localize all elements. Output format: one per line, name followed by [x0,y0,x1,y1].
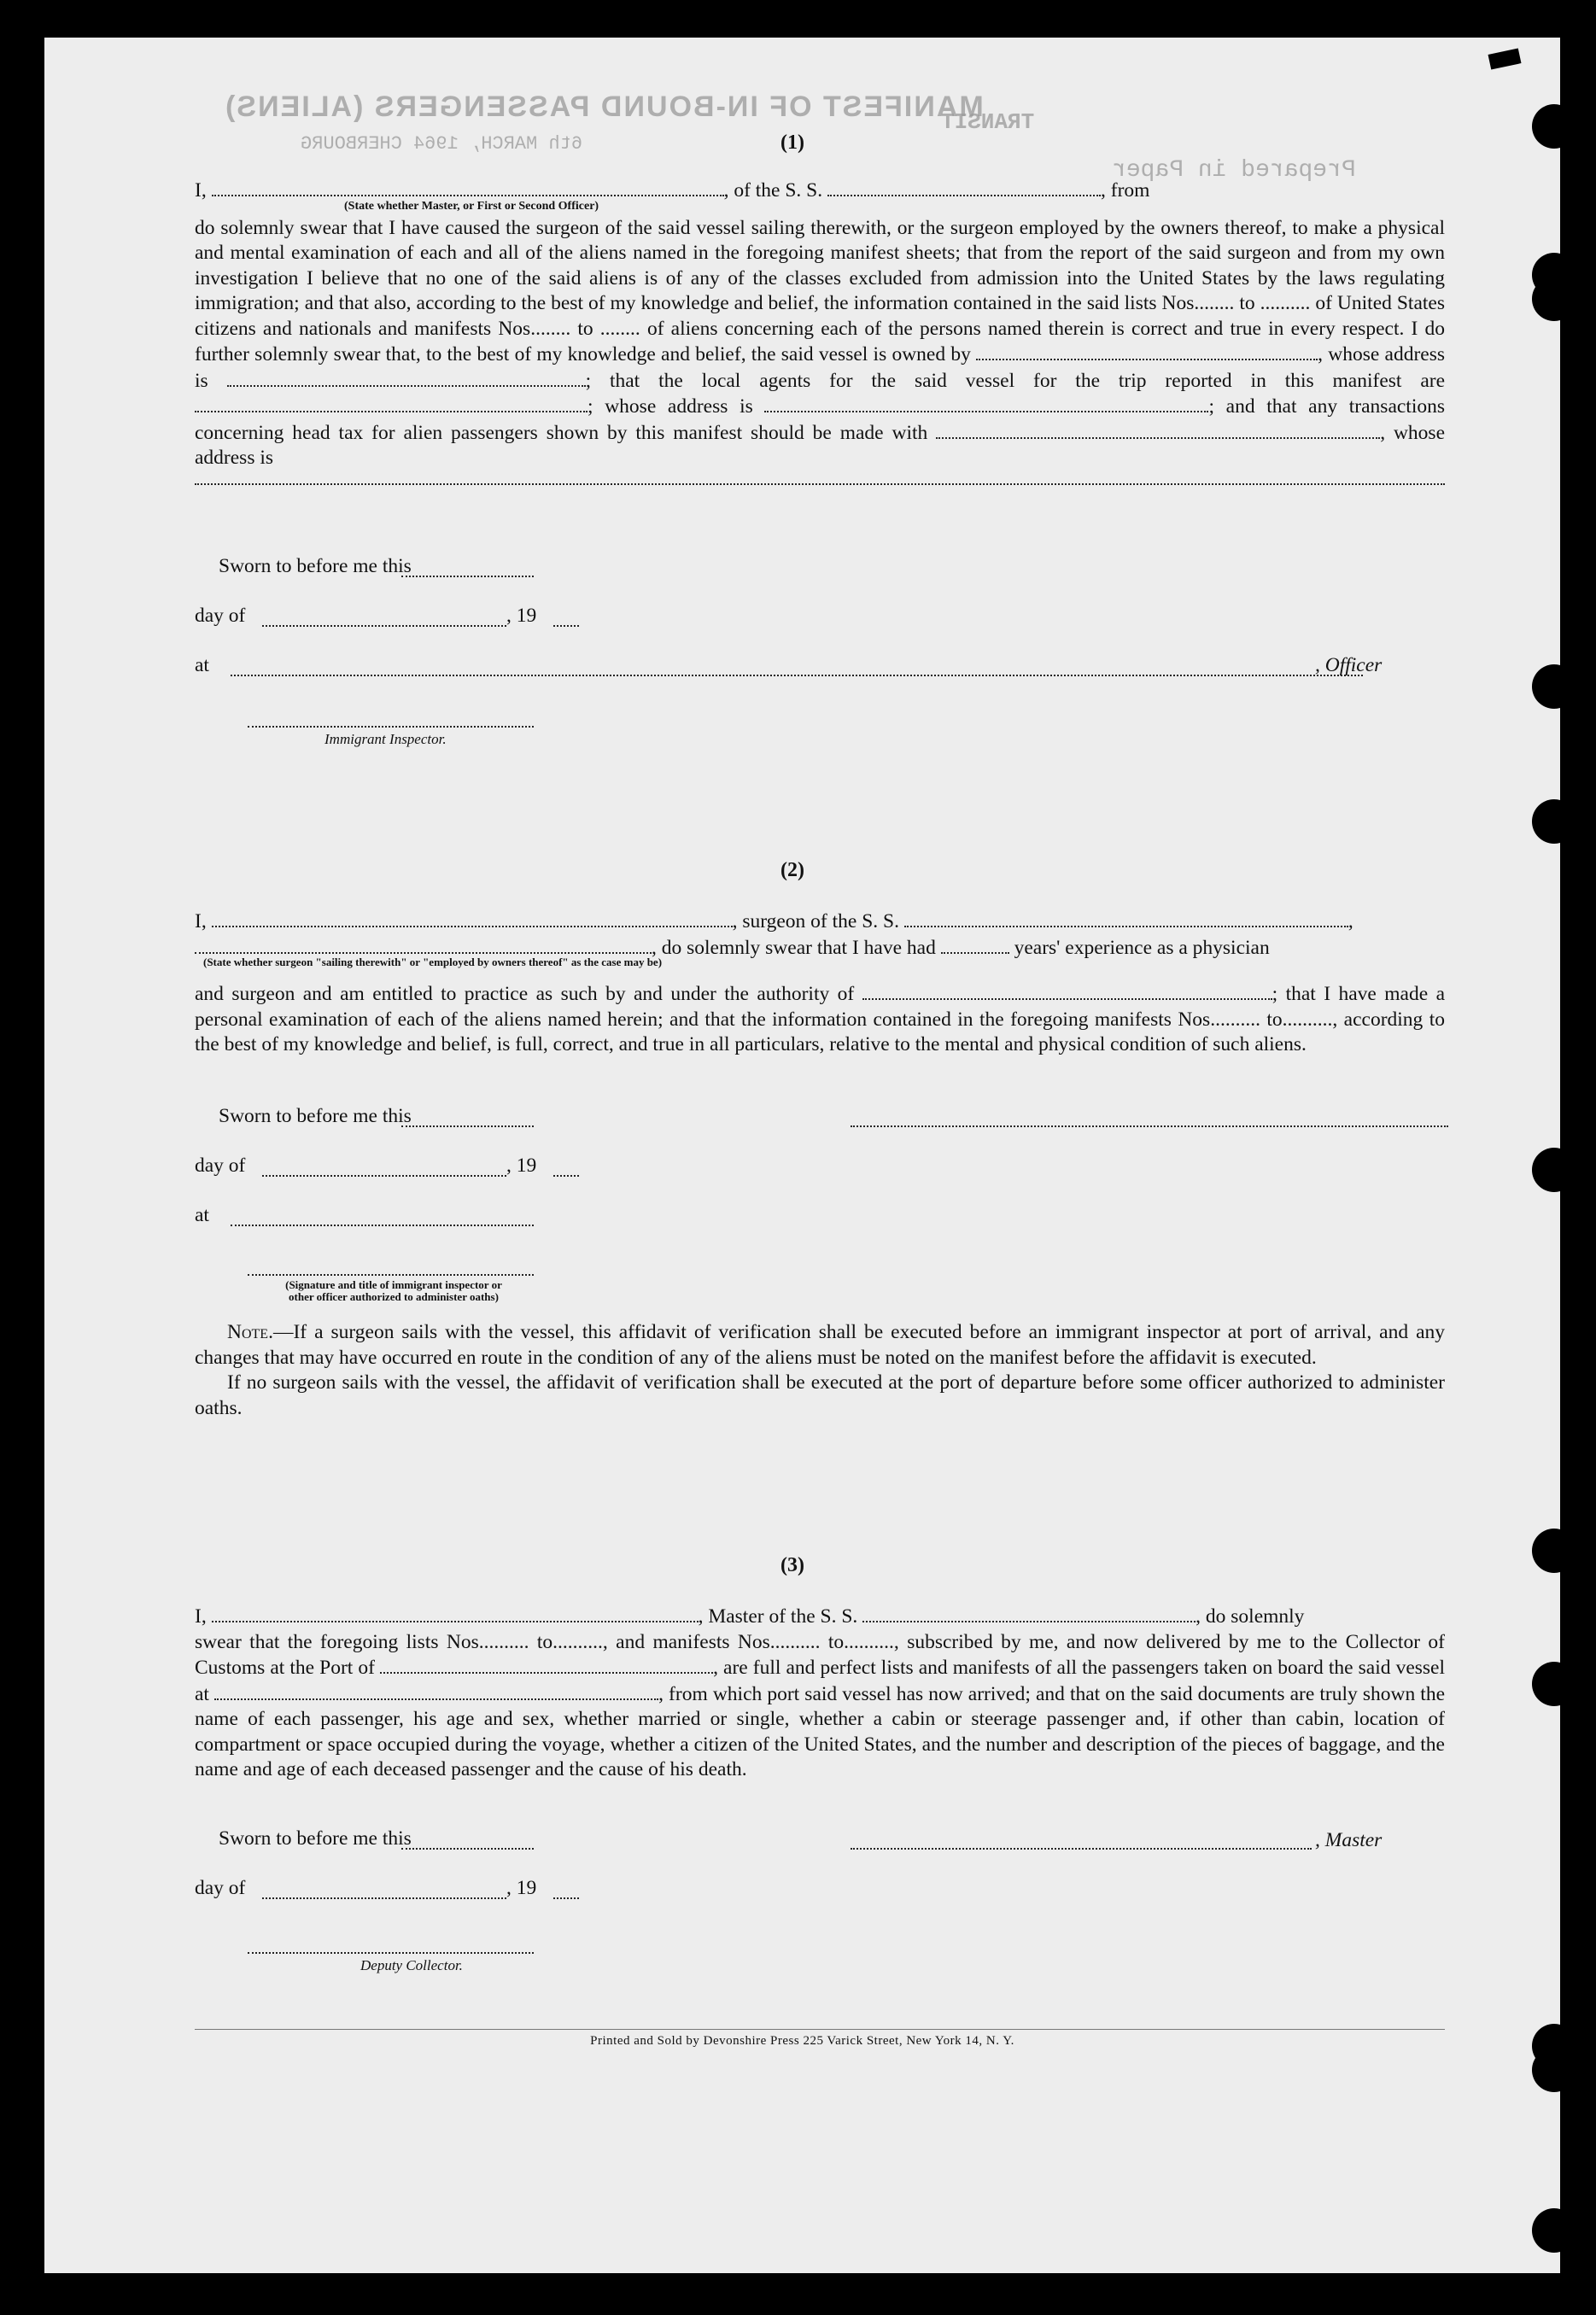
s3-sworn-field[interactable] [401,1848,534,1850]
port-field[interactable] [380,1655,713,1674]
head-tax-contact-field[interactable] [936,420,1380,439]
s1-head-tax: ; and that any transactions concerning head tax for alien passengers shown by this manifest should be made with [195,395,1446,444]
s2-body2: that I have made a personal examination of each of the aliens named herein; and that the information contained in the foregoing manifests Nos.......... to.........., according to the best of my knowledge and belief, is full, correct, and true in all particulars, relative to the mental and physical condition of such aliens. [195,983,1446,1055]
s3-sworn: Sworn to before me this [219,1827,412,1850]
s1-from: , from [1101,179,1150,202]
officer-label: , Officer [1315,654,1383,676]
owner-field[interactable] [976,342,1318,360]
section-2: I, , surgeon of the S. S. , , do solemnly swear that I have had years' experience as a physician (State whether surgeon "sailing therewith" or "employed by owners thereof" as the case may be) and surgeon and am entitled to practice as such by and under the authority of ; that I have made a personal examination of each of the aliens named herein; and that the information contained in the foregoing manifests Nos.......... to.........., according to the best of my knowledge and belief, is full, correct, and true in all particulars, relative to the mental and physical condition of such aliens. [195,910,1446,1055]
s2-at: at [195,1204,209,1226]
punch-hole [1532,1662,1560,1706]
s1-at: at [195,654,209,676]
master-signature-field[interactable] [851,1848,1312,1850]
surgeon-status-field[interactable] [195,935,652,954]
punch-hole [1532,2208,1560,2253]
punch-hole [1532,799,1560,844]
owner-address-field[interactable] [227,368,586,387]
s3-i: I, [195,1605,207,1628]
s1-sworn-field[interactable] [401,576,534,577]
s1-body: do solemnly swear that I have caused the surgeon of the said vessel sailing therewith, or the surgeon employed by the owners thereof, to make a physical and mental examination of each and all of the aliens named in the foregoing manifest sheets; that from the report of the said surgeon and from my own investigation I believe that no one of the said aliens is of any of the classes excluded from admission into the United States by the laws regulating immigration; and that also, according to the best of my knowledge and belief, the information contained in the said lists Nos........ to .......... of United States citizens and nationals and manifests Nos........ to ........ of aliens concerning each of the persons named therein is correct and true in every respect. I do further solemnly swear that, to the best of my knowledge and belief, the said vessel is owned by [195,216,1445,365]
deputy-caption: Deputy Collector. [360,1957,463,1973]
s1-of-ss: , of the S. S. [723,179,823,202]
s2-body: and surgeon and am entitled to practice as such by and under the authority of [195,983,855,1005]
s3-vessel-field[interactable] [862,1604,1196,1622]
edge-tear [1488,48,1522,69]
s3-body: swear that the foregoing lists Nos.......... to.........., and manifests Nos.......... to.........., subscribed by me, and now delivered by me to the Collector of Customs at the Port of [195,1630,1445,1679]
s3-solemnly: , do solemnly [1196,1605,1305,1628]
agent-address-field[interactable] [764,394,1208,412]
note-label: Note. [227,1321,273,1343]
s3-master-field[interactable] [212,1604,699,1622]
surgeon-signature-field[interactable] [851,1125,1448,1127]
s2-day-field[interactable] [262,1175,506,1177]
s1-year-field[interactable] [553,625,579,627]
s1-whose-is: , whose address is [195,421,1446,469]
departure-port-field[interactable] [214,1681,658,1700]
section-2-number: (2) [780,859,804,881]
s2-day-of: day of [195,1155,246,1177]
section-3-number: (3) [780,1554,804,1576]
head-tax-address-field[interactable] [195,471,1445,485]
section-1: I, , of the S. S. , from (State whether Master, or First or Second Officer) do solemnly swear that I have caused the surgeon of the said vessel sailing therewith, or the surgeon employed by the owners thereof, to make a physical and mental examination of each and all of the aliens named in the foregoing manifest sheets; that from the report of the said surgeon and from my own investigation I believe that no one of the said aliens is of any of the classes excluded from admission into the United States by the laws regulating immigration; and that also, according to the best of my knowledge and belief, the information contained in the said lists Nos........ to .......... of United States citizens and nationals and manifests Nos........ to ........ of aliens concerning each of the persons named therein is correct and true in every respect. I do further solemnly swear that, to the best of my knowledge and belief, the said vessel is owned by , whose address is ; that the local agents for the said vessel for the trip reported in this manifest are ; whose address is ; and that any transactions concerning head tax for alien passengers shown by this manifest should be made with , whose address is [195,178,1445,485]
s1-i: I, [195,179,207,202]
s1-day-of: day of [195,605,246,627]
s3-day-of: day of [195,1877,246,1899]
s2-sworn-field[interactable] [401,1125,534,1127]
inspector-signature-field-2[interactable] [248,1274,534,1276]
ghost-transit: TRANSIT [941,109,1035,135]
vessel-name-field[interactable] [827,178,1101,196]
s1-day-field[interactable] [262,625,506,627]
s2-sworn: Sworn to before me this [219,1105,412,1127]
printer-credit: Printed and Sold by Devonshire Press 225 Varick Street, New York 14, N. Y. [590,2034,1014,2048]
years-experience-field[interactable] [941,935,1009,954]
s3-body-c: , from which port said vessel has now arrived; and that on the said documents are truly shown the name of each passenger, his age and sex, whether married or single, whether a cabin or steerage passenger and, if other than cabin, location of compartment or space occupied during the voyage, whether a citizen of the United States, and the number and description of the pieces of baggage, and the name and age of each deceased passenger and the cause of his death. [195,1682,1446,1780]
punch-hole [1532,664,1560,709]
s2-vessel-field[interactable] [904,909,1348,927]
note-text: —If a surgeon sails with the vessel, this affidavit of verification shall be executed before an immigrant inspector at port of arrival, and any changes that may have occurred en route in the condition of any of the aliens must be noted on the manifest before the affidavit is executed. [195,1321,1445,1369]
ghost-prepared: Prepared in Paper [1112,157,1356,184]
master-name-field[interactable] [212,178,724,196]
master-label: , Master [1315,1829,1383,1851]
section-3 [195,1604,1445,1783]
s1-agents: that the local agents for the said vessel for the trip reported in this manifest are [609,369,1446,392]
s2-years: years' experience as a physician [1014,936,1270,959]
punch-hole [1532,1148,1560,1192]
form-page [44,38,1560,2273]
s1-year: , 19 [506,605,537,627]
s3-master-of: , Master of the S. S. [698,1605,858,1628]
deputy-signature-field[interactable] [248,1952,534,1954]
s2-sig-caption-2: other officer authorized to administer oaths) [289,1290,499,1303]
s2-at-field[interactable] [231,1225,534,1226]
punch-hole [1532,1529,1560,1573]
s3-body-b: , are full and perfect lists and manifests of all the passengers taken on board the said vessel at [195,1657,1446,1705]
inspector-signature-field[interactable] [248,726,534,728]
s2-swear: , do solemnly swear that I have had [652,936,936,959]
punch-hole [1532,104,1560,149]
surgeon-name-field[interactable] [212,909,733,927]
authority-field[interactable] [862,981,1272,1000]
s3-day-field[interactable] [262,1897,506,1899]
note-block [195,1320,1445,1421]
s1-at-field[interactable] [231,675,1363,676]
s1-whose: whose address is [605,395,753,418]
note-text-2: If no surgeon sails with the vessel, the affidavit of verification shall be executed at the port of departure before some officer authorized to administer oaths. [195,1371,1445,1419]
s2-i: I, [195,910,207,932]
section-1-number: (1) [780,132,804,154]
ghost-subtitle: 6th MARCH, 1964 CHERBOURG [301,133,583,155]
inspector-caption: Immigrant Inspector. [324,731,447,747]
ghost-title: MANIFEST OF IN-BOUND PASSENGERS (ALIENS) [224,91,984,123]
s3-year: , 19 [506,1877,537,1899]
s3-year-field[interactable] [553,1897,579,1899]
s2-surgeon-of: , surgeon of the S. S. [732,910,899,932]
master-caption: (State whether Master, or First or Second Officer) [344,199,599,213]
s1-owned-end: , whose address is [195,343,1445,392]
surgeon-caption: (State whether surgeon "sailing therewith" or "employed by owners thereof" as the case may be) [203,956,663,968]
footer-rule [195,2029,1445,2030]
s1-sworn: Sworn to before me this [219,555,412,577]
agents-field[interactable] [195,394,588,412]
s2-sig-caption [253,1279,535,1303]
s2-sig-caption-1: (Signature and title of immigrant inspector or [285,1278,502,1291]
s2-year: , 19 [506,1155,537,1177]
s2-year-field[interactable] [553,1175,579,1177]
